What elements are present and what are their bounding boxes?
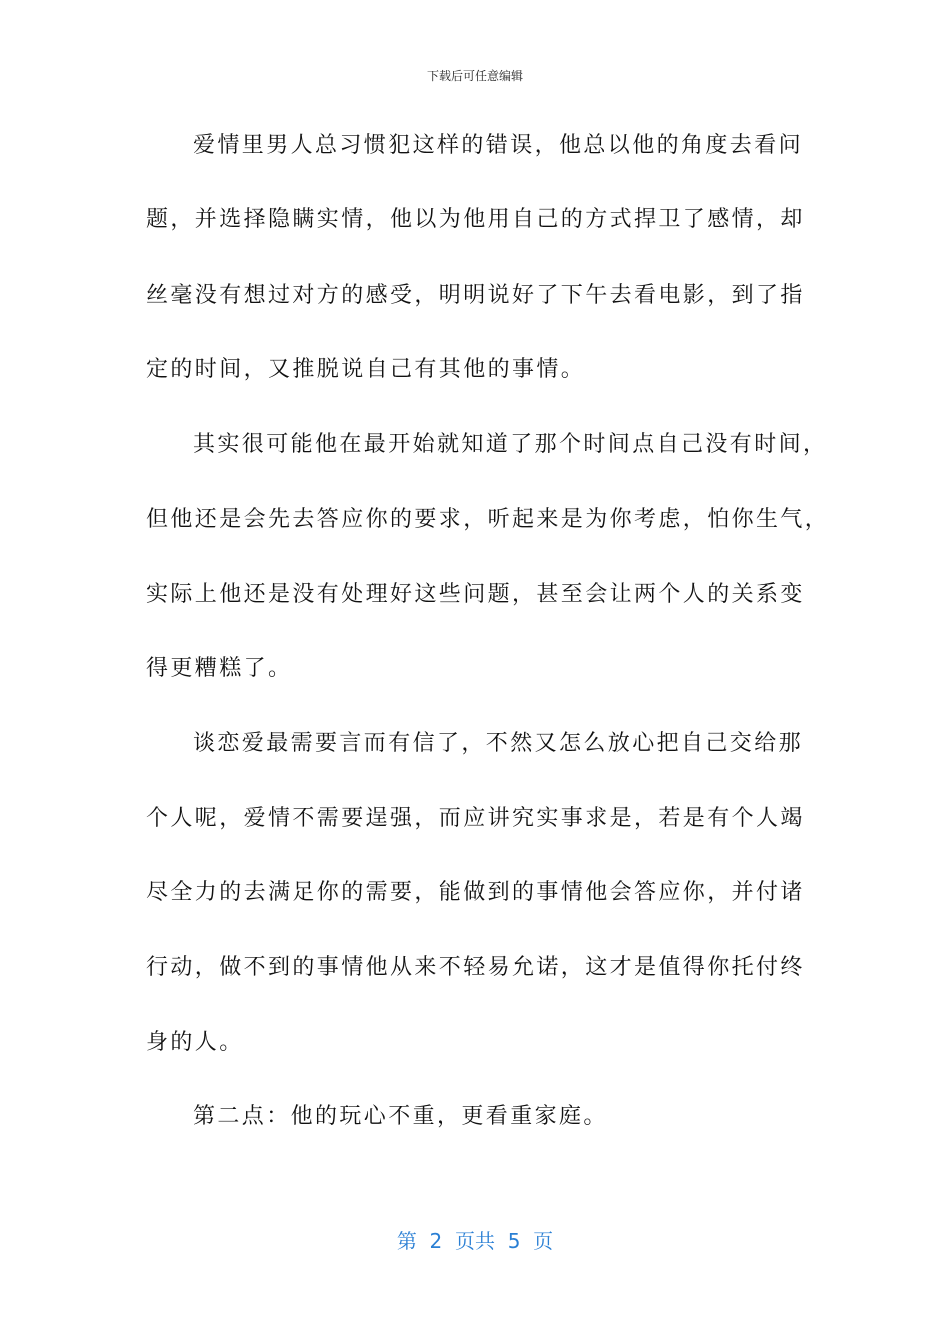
text-line: 尽全力的去满足你的需要，能做到的事情他会答应你，并付诸 xyxy=(146,880,805,905)
text-line: 行动，做不到的事情他从来不轻易允诺，这才是值得你托付终 xyxy=(146,955,805,980)
text-line: 爱情里男人总习惯犯这样的错误，他总以他的角度去看问 xyxy=(193,133,804,158)
text-line: 身的人。 xyxy=(146,1030,244,1055)
text-line: 但他还是会先去答应你的要求，听起来是为你考虑，怕你生气， xyxy=(146,507,830,532)
text-line: 谈恋爱最需要言而有信了，不然又怎么放心把自己交给那 xyxy=(193,731,804,756)
section-heading: 第二点：他的玩心不重，更看重家庭。 xyxy=(193,1104,608,1129)
text-line: 得更糟糕了。 xyxy=(146,656,293,681)
text-line: 其实很可能他在最开始就知道了那个时间点自己没有时间， xyxy=(193,432,828,457)
text-line: 实际上他还是没有处理好这些问题，甚至会让两个人的关系变 xyxy=(146,582,805,607)
text-line: 题，并选择隐瞒实情，他以为他用自己的方式捍卫了感情，却 xyxy=(146,207,805,232)
page-header: 下载后可任意编辑 xyxy=(426,69,523,83)
text-line: 个人呢，爱情不需要逞强，而应讲究实事求是，若是有个人竭 xyxy=(146,806,805,831)
page-number-footer: 第 2 页共 5 页 xyxy=(396,1229,554,1253)
text-line: 丝毫没有想过对方的感受，明明说好了下午去看电影，到了指 xyxy=(146,283,805,308)
text-line: 定的时间，又推脱说自己有其他的事情。 xyxy=(146,357,586,382)
